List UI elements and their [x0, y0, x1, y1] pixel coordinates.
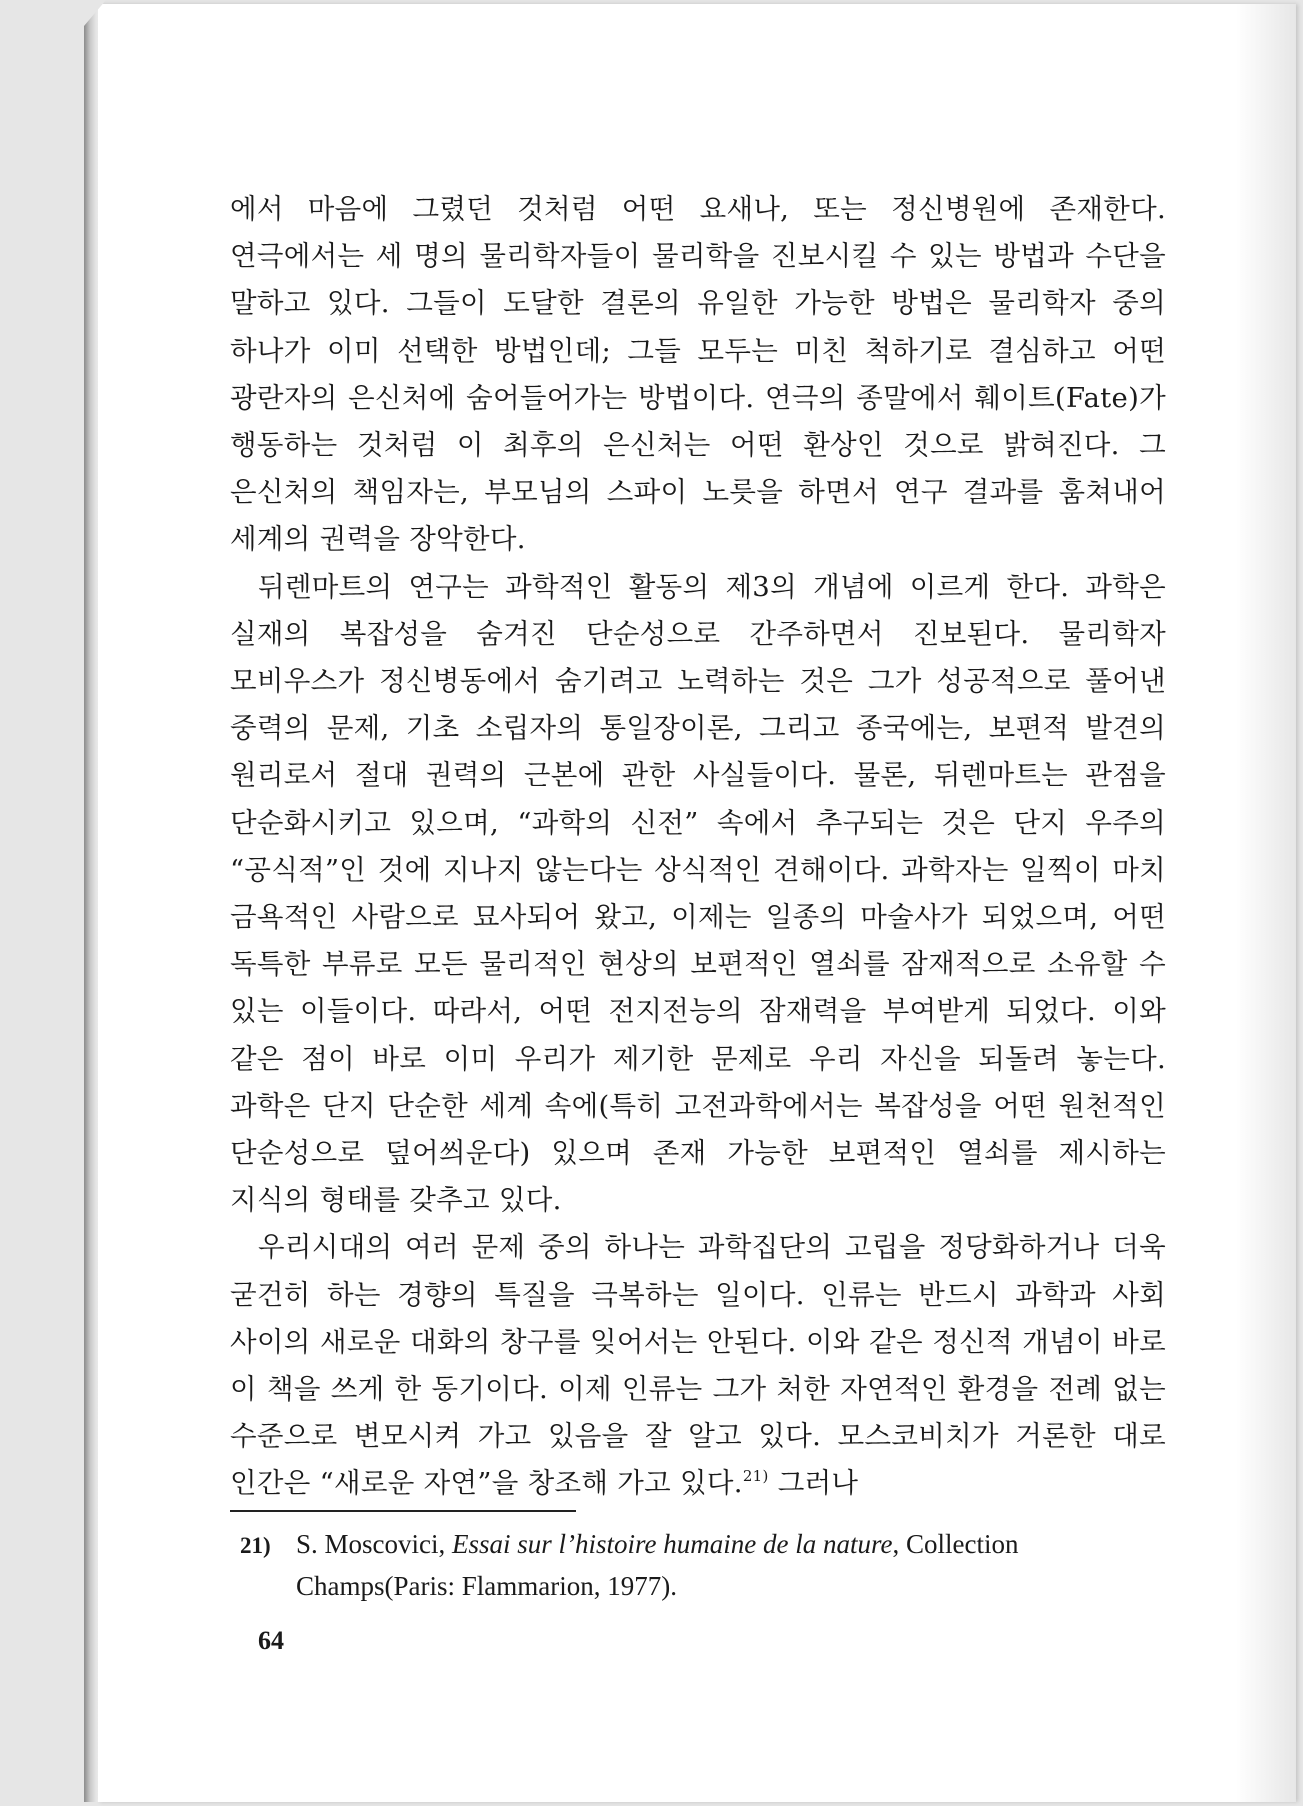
page-number: 64 [258, 1626, 284, 1655]
paragraph-3 [230, 1224, 1166, 1507]
page-edge-shadow [84, 4, 98, 1802]
footnote-author: S. Moscovici, [296, 1529, 453, 1559]
paragraph-1: 에서 마음에 그렸던 것처럼 어떤 요새나, 또는 정신병원에 존재한다. 연극에서는 세 명의 물리학자들이 물리학을 진보시킬 수 있는 방법과 수단을 말하고 있다. 그들이 도달한 결론의 유일한 가능한 방법은 물리학자 중의 하나가 이미 선택한 방법인데; 그들 모두는 미친 척하기로 결심하고 어떤 광란자의 은신처에 숨어들어가는 방법이다. 연극의 종말에서 훼이트(Fate)가 행동하는 것처럼 이 최후의 은신처는 어떤 환상인 것으로 밝혀진다. 그 은신처의 책임자는, 부모님의 스파이 노릇을 하면서 연구 결과를 훔쳐내어 세계의 권력을 장악한다. [230, 193, 1166, 556]
footnote-divider [230, 1510, 576, 1512]
footnote-number: 21) [240, 1533, 271, 1558]
paragraph-3-text: 우리시대의 여러 문제 중의 하나는 과학집단의 고립을 정당화하거나 더욱 굳건히 하는 경향의 특질을 극복하는 일이다. 인류는 반드시 과학과 사회 사이의 새로운 대화의 창구를 잊어서는 안된다. 이와 같은 정신적 개념이 바로 이 책을 쓰게 한 동기이다. 이제 인류는 그가 처한 자연적인 환경을 전례 없는 수준으로 변모시켜 가고 있음을 잘 알고 있다. 모스코비치가 거론한 대로 인간은 “새로운 자연”을 창조해 가고 있다. [230, 1231, 1166, 1500]
footnote-title: Essai sur l’histoire humaine de la nature [452, 1529, 893, 1559]
footnote-line-2: Champs(Paris: Flammarion, 1977). [296, 1571, 677, 1601]
footnote-line-1 [240, 1524, 1166, 1566]
paragraph-2: 뒤렌마트의 연구는 과학적인 활동의 제3의 개념에 이르게 한다. 과학은 실재의 복잡성을 숨겨진 단순성으로 간주하면서 진보된다. 물리학자 모비우스가 정신병동에서 숨기려고 노력하는 것은 그가 성공적으로 풀어낸 중력의 문제, 기초 소립자의 통일장이론, 그리고 종국에는, 보편적 발견의 원리로서 절대 권력의 근본에 관한 사실들이다. 물론, 뒤렌마트는 관점을 단순화시키고 있으며, “과학의 신전” 속에서 추구되는 것은 단지 우주의 “공식적”인 것에 지나지 않는다는 상식적인 견해이다. 과학자는 일찍이 마치 금욕적인 사람으로 묘사되어 왔고, 이제는 일종의 마술사가 되었으며, 어떤 독특한 부류로 모든 물리적인 현상의 보편적인 열쇠를 잠재적으로 소유할 수 있는 이들이다. 따라서, 어떤 전지전능의 잠재력을 부여받게 되었다. 이와 같은 점이 바로 이미 우리가 제기한 문제로 우리 자신을 되돌려 놓는다. 과학은 단지 단순한 세계 속에(특히 고전과학에서는 복잡성을 어떤 원천적인 단순성으로 덮어씌운다) 있으며 존재 가능한 보편적인 열쇠를 제시하는 지식의 형태를 갖추고 있다. [230, 570, 1166, 1217]
footnote-rest: , Collection [892, 1529, 1019, 1559]
footnote [240, 1524, 1166, 1607]
body-text [230, 186, 1166, 1508]
page-right-shade [1236, 4, 1296, 1802]
paragraph-3-end: 그러나 [768, 1467, 859, 1500]
page-corner-fold [84, 0, 106, 26]
footnote-reference: 21) [742, 1467, 769, 1486]
